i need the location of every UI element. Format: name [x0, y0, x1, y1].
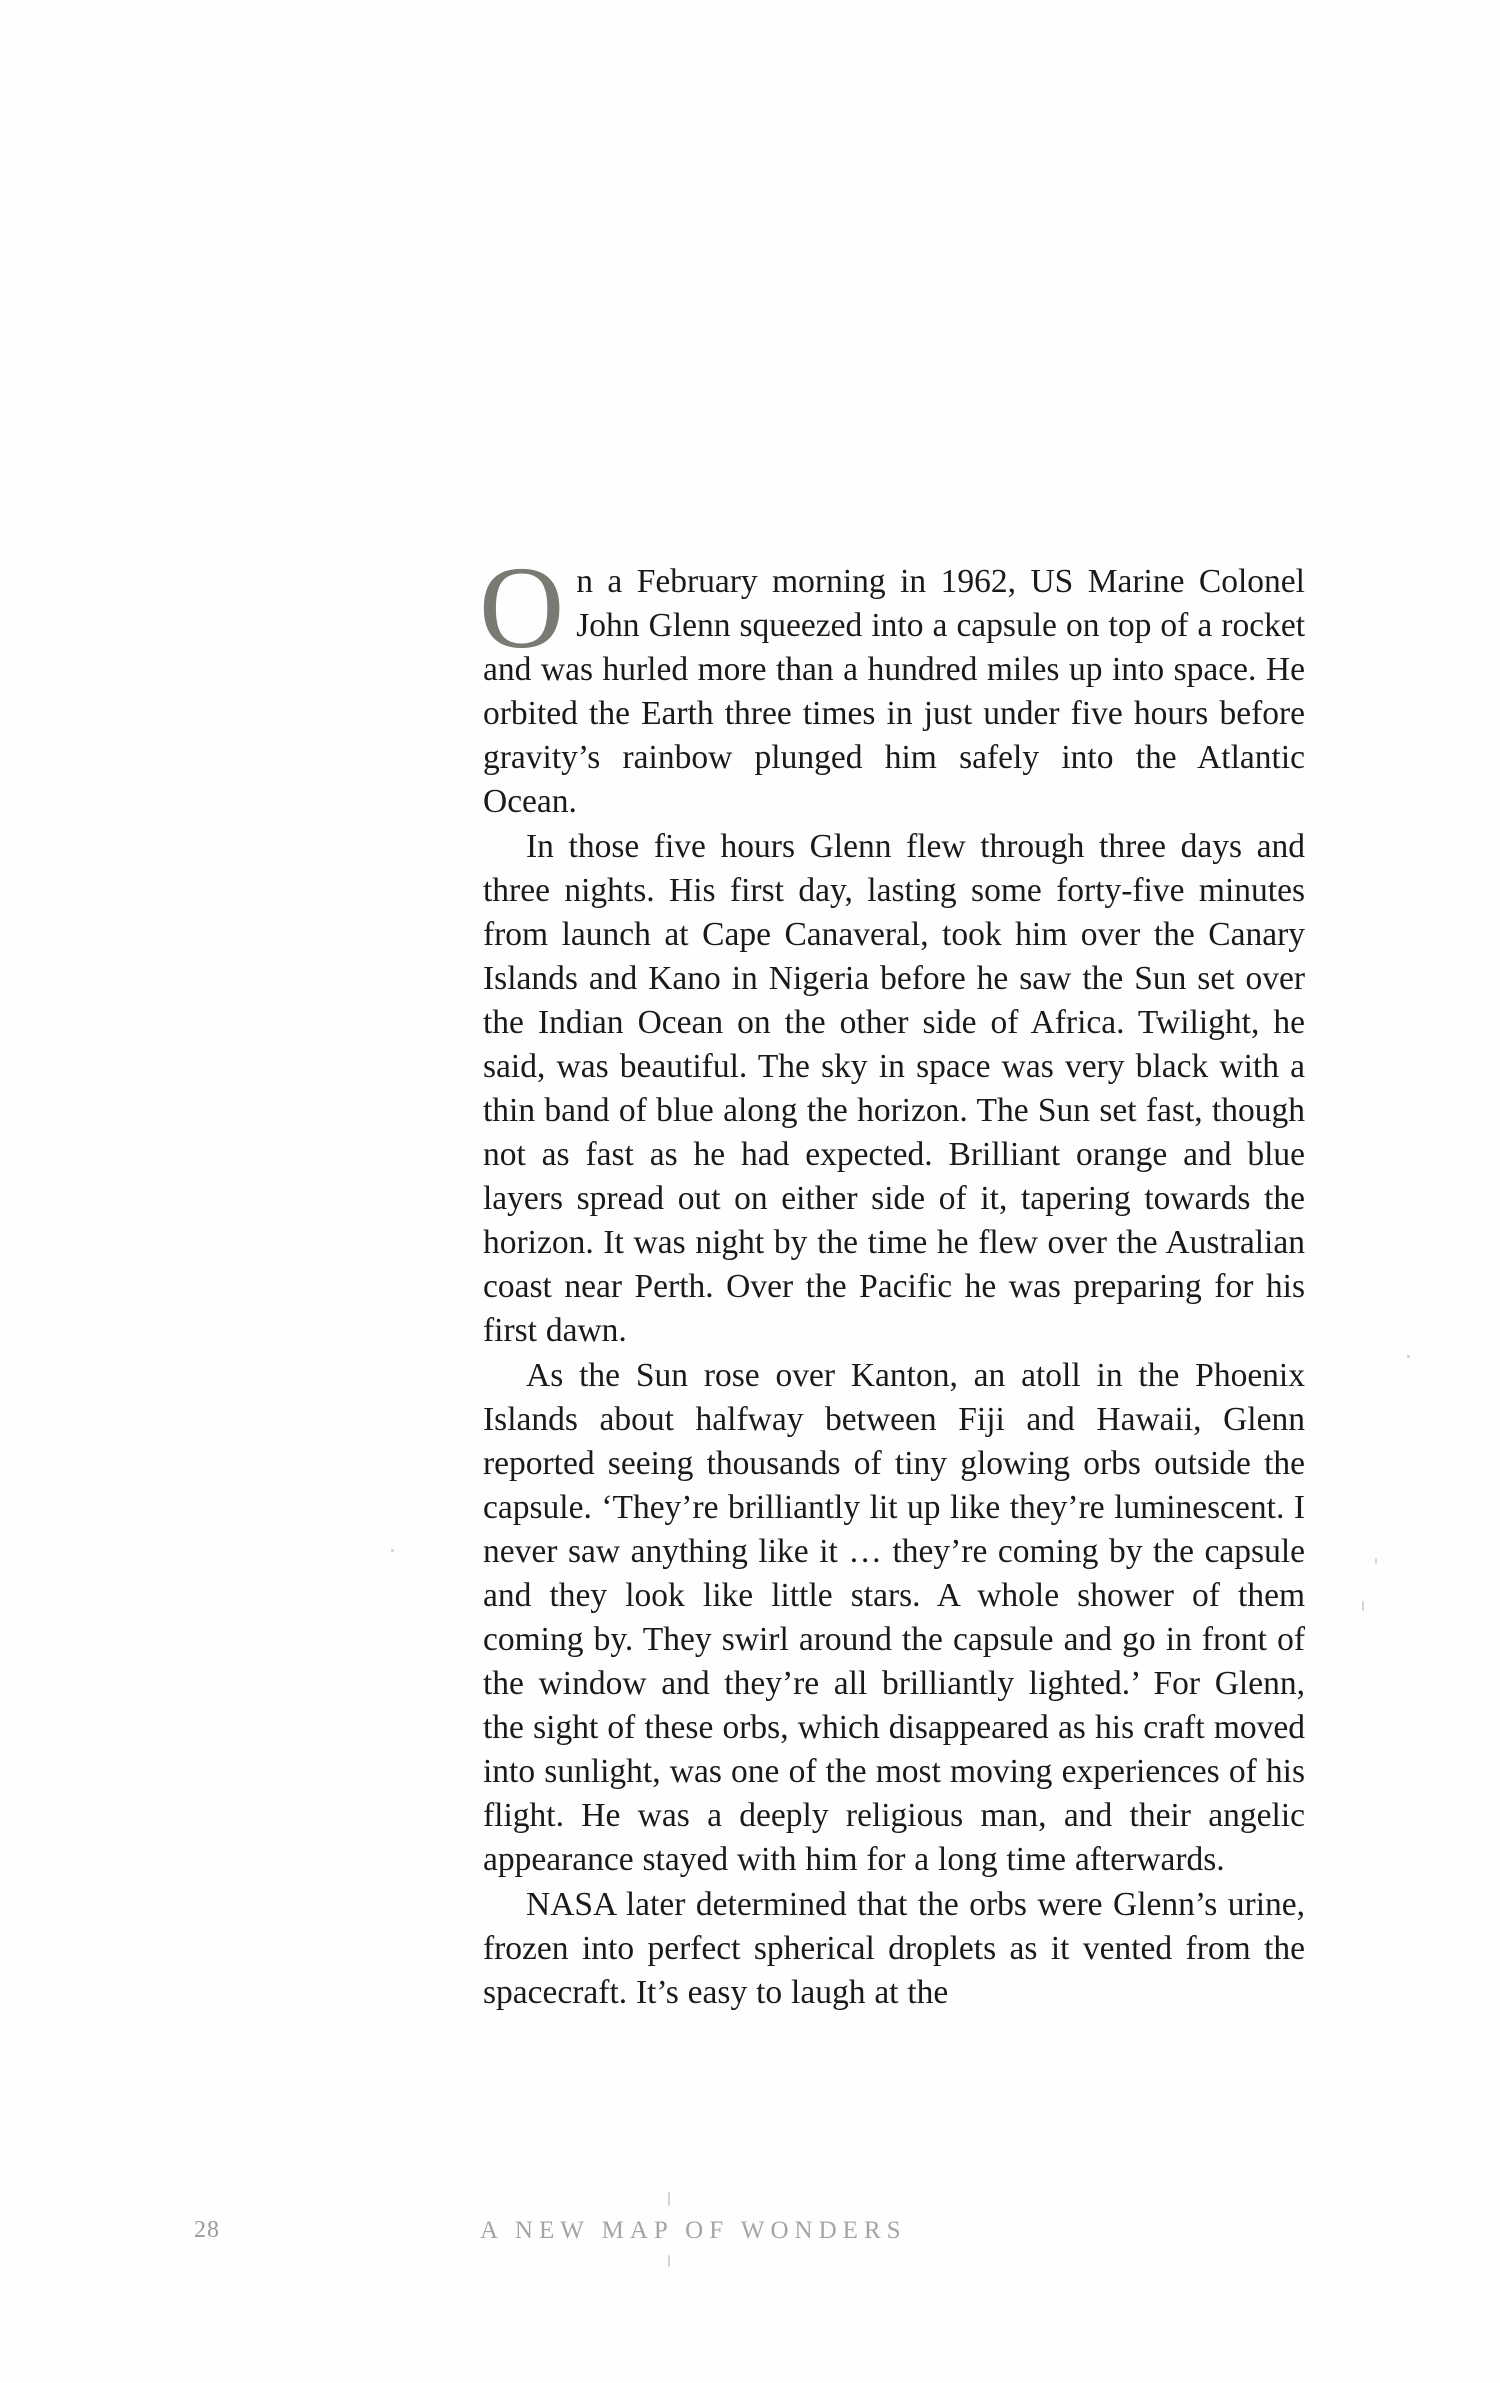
scan-speck	[1362, 1601, 1364, 1611]
scan-speck	[391, 1549, 394, 1552]
running-head: A NEW MAP OF WONDERS	[480, 2217, 907, 2244]
scan-speck	[1407, 1355, 1410, 1358]
paragraph-1	[479, 542, 1305, 824]
scan-speck	[668, 2192, 670, 2206]
body-text	[479, 542, 1305, 2016]
paragraph-2: In those five hours Glenn flew through three days and three nights. His first day, lasting some forty-five minutes from launch at Cape Canaveral, took him over the Canary Islands and Kano in Nigeria before he saw the Sun set over the Indian Ocean on the other side of Africa. Twilight, he said, was beautiful. The sky in space was very black with a thin band of blue along the horizon. The Sun set fast, though not as fast as he had expected. Brilliant orange and blue layers spread out on either side of it, tapering towards the horizon. It was night by the time he flew over the Australian coast near Perth. Over the Pacific he was preparing for his first dawn.	[483, 828, 1305, 1349]
paragraph-1-text: n a February morning in 1962, US Marine Colonel John Glenn squeezed into a capsule on top of a rocket and was hurled more than a hundred miles up into space. He orbited the Earth three times in just under five hours before gravity’s rainbow plunged him safely into the Atlantic Ocean.	[483, 563, 1305, 820]
scan-speck	[668, 2255, 670, 2267]
page-number: 28	[194, 2217, 220, 2243]
drop-cap: O	[479, 542, 565, 673]
paragraph-4: NASA later determined that the orbs were Glenn’s urine, frozen into perfect spherical droplets as it vented from the spacecraft. It’s easy to laugh at the	[483, 1886, 1305, 2011]
paragraph-3: As the Sun rose over Kanton, an atoll in the Phoenix Islands about halfway between Fiji and Hawaii, Glenn reported seeing thousands of tiny glowing orbs outside the capsule. ‘They’re brilliantly lit up like they’re luminescent. I never saw anything like it … they’re coming by the capsule and they look like little stars. A whole shower of them coming by. They swirl around the capsule and go in front of the window and they’re all brilliantly lighted.’ For Glenn, the sight of these orbs, which disappeared as his craft moved into sunlight, was one of the most moving experiences of his flight. He was a deeply religious man, and their angelic appearance stayed with him for a long time afterwards.	[483, 1357, 1305, 1878]
scan-speck	[1375, 1558, 1377, 1564]
